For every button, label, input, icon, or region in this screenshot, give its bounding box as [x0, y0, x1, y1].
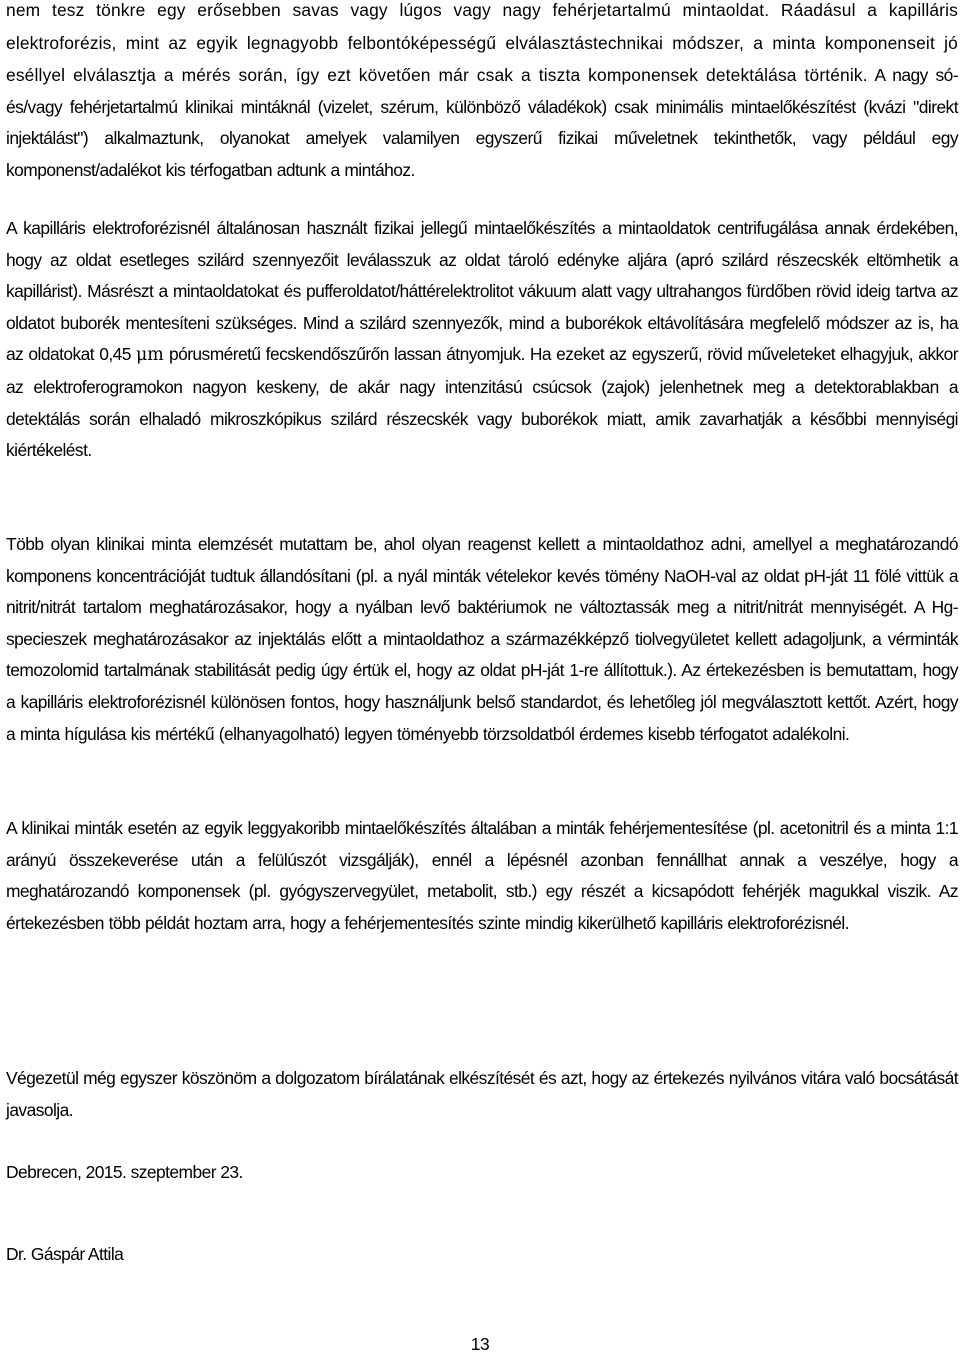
- paragraph-physical-preparation: [6, 213, 958, 467]
- text-segment: pórusméretű fecskendőszűrőn lassan átnyomjuk. Ha ezeket az egyszerű, rövid műveleteket elhagyjuk, akkor az elektroferogramokon nagyon keskeny, de akár nagy intenzitású csúcsok (zajok) jelenhetnek meg a detektorablakban a detektálás során elhaladó mikroszkópikus szilárd részecskék vagy buborékok miatt, amik zavarhatják a későbbi mennyiségi kiértékelést.: [6, 344, 958, 461]
- paragraph-protein-removal: A klinikai minták esetén az egyik leggyakoribb mintaelőkészítés általában a minták fehérjementesítése (pl. acetonitril és a minta 1:1 arányú összekeverése után a felülúszót vizsgálják), ennél a lépésnél azonban fennállhat annak a veszélye, hogy a meghatározandó komponensek (pl. gyógyszervegyület, metabolit, stb.) egy részét a kicsapódott fehérjék magukkal viszik. Az értekezésben több példát hoztam arra, hogy a fehérjementesítés szinte mindig kikerülhető kapilláris elektroforézisnél.: [6, 818, 958, 933]
- text-calibri-segment: A nagy só- és/vagy fehérjetartalmú klinikai mintáknál (vizelet, szérum, különböző váladékok) csak minimális mintaelőkészítést (kvázi "direkt injektálást") alkalmaztunk, olyanokat amelyek valamilyen egyszerű fizikai műveletnek tekinthetők, vagy például egy komponenst/adalékot kis térfogatban adtunk a mintához.: [6, 65, 958, 180]
- text-segment: A kapilláris elektroforézisnél általánosan használt fizikai jellegű mintaelőkészítés a mintaoldatok centrifugálása annak érdekében, hogy az oldat esetleges szilárd szennyezőit leválasszuk az oldat tároló edényke aljára (apró szilárd részecskék eltömhetik a kapillárist). Másrészt a mintaoldatokat és pufferoldatot/háttérelektrolitot vákuum alatt vagy ultrahangos fürdőben rövid ideig tartva az oldatot buborék mentesíteni szükséges. Mind a szilárd szennyezők, mind a buborékok eltávolítására megfelelő módszer az is, ha az oldatokat 0,45: [6, 218, 958, 365]
- paragraph-reagent-addition: Több olyan klinikai minta elemzését mutattam be, ahol olyan reagenst kellett a mintaoldathoz adni, amellyel a meghatározandó komponens koncentrációját tudtuk állandósítani (pl. a nyál minták vételekor kevés tömény NaOH-val az oldat pH-ját 11 fölé vittük a nitrit/nitrát tartalom meghatározásakor, hogy a nyálban levő baktériumok ne változtassák meg a nitrit/nitrát mennyiségét. A Hg-specieszek meghatározásakor az injektálás előtt a mintaoldathoz a származékképző tiolvegyületet kellett adagoljunk, a vérminták temozolomid tartalmának stabilitását pedig úgy értük el, hogy az oldat pH-ját 1-re állítottuk.). Az értekezésben is bemutattam, hogy a kapilláris elektroforézisnél különösen fontos, hogy használjunk belső standardot, és lehetőleg jól megválasztott kettőt. Azért, hogy a minta hígulása kis mértékű (elhanyagolható) legyen töményebb törzsoldatból érdemes kisebb térfogatot adalékolni.: [6, 534, 958, 744]
- page-number: 13: [470, 1334, 490, 1354]
- signature-name: Dr. Gáspár Attila: [6, 1244, 124, 1264]
- unit-micrometer: μm: [136, 345, 164, 366]
- place-and-date: Debrecen, 2015. szeptember 23.: [6, 1162, 243, 1182]
- paragraph-sample-preparation-intro: [6, 0, 958, 186]
- closing-recommendation: Végezetül még egyszer köszönöm a dolgozatom bírálatának elkészítését és azt, hogy az értekezés nyilvános vitára való bocsátását javasolja.: [6, 1068, 958, 1120]
- text-arial-segment: nem tesz tönkre egy erősebben savas vagy lúgos vagy nagy fehérjetartalmú mintaoldat. Ráadásul a kapilláris elektroforézis, mint az egyik legnagyobb felbontóképességű elválasztástechnikai módszer, a minta komponenseit jó eséllyel elválasztja a mérés során, így ezt követően már csak a tiszta komponensek detektálása történik.: [6, 0, 958, 85]
